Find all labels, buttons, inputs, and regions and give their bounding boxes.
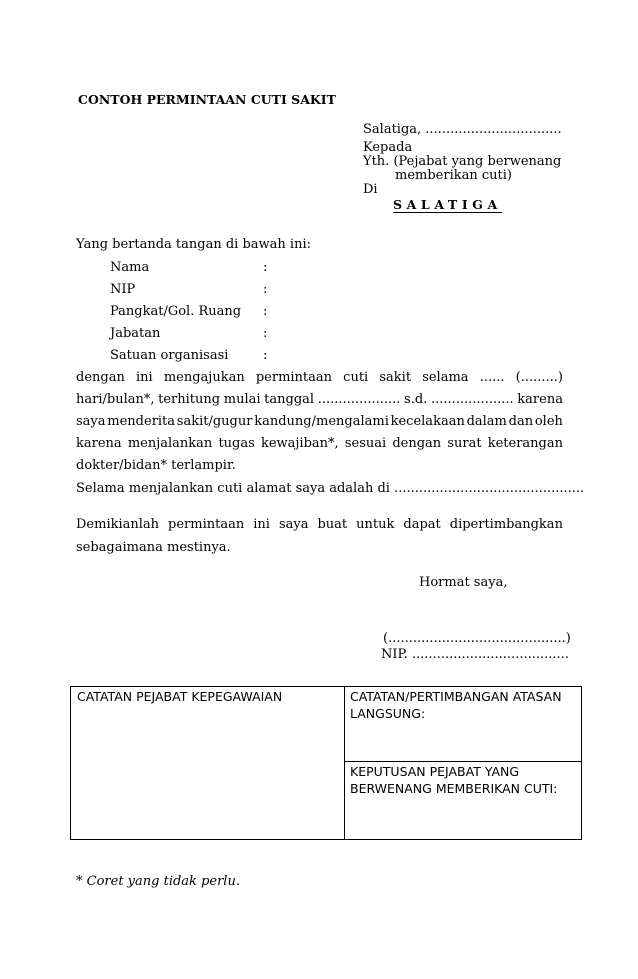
word: permintaan [255, 370, 333, 385]
word: menjalankan [127, 436, 213, 451]
signature-nip-line: NIP. ...................................... [381, 647, 569, 662]
place-date-line: Salatiga, ................................. [363, 122, 562, 137]
word: mulai [223, 392, 261, 407]
closing-line-1 [76, 516, 563, 534]
word: karena [517, 392, 563, 407]
body-line-3 [76, 413, 563, 431]
word: saya [278, 517, 309, 532]
word: sesuai [344, 436, 387, 451]
table-divider-vertical [344, 687, 345, 839]
word: s.d. [404, 392, 428, 407]
word: tugas [218, 436, 255, 451]
word: buat [317, 517, 348, 532]
word: dengan [392, 436, 442, 451]
word: (.........) [515, 370, 563, 385]
word: saya [76, 414, 106, 429]
body-line-6: Selama menjalankan cuti alamat saya adalah di .............................................. [76, 481, 585, 496]
word: menderita [107, 414, 176, 429]
intro-text: Yang bertanda tangan di bawah ini: [76, 237, 311, 252]
field-label-nip: NIP [110, 282, 136, 297]
word: sakit/gugur [176, 414, 253, 429]
closing-line-2: sebagaimana mestinya. [76, 540, 231, 555]
body-line-1 [76, 369, 563, 387]
notes-table [70, 686, 582, 840]
footnote-asterisk: * [76, 874, 83, 889]
word: ...... [479, 370, 505, 385]
field-colon: : [263, 304, 268, 319]
word: permintaan [168, 517, 245, 532]
body-line-5: dokter/bidan* terlampir. [76, 458, 236, 473]
footnote-text: Coret yang tidak perlu. [86, 874, 240, 889]
addressee-city: SALATIGA [393, 197, 502, 212]
word: oleh [534, 414, 563, 429]
word: ini [135, 370, 153, 385]
signature-name-line: (...........................................) [383, 631, 571, 646]
word: kecelakaan [390, 414, 465, 429]
document-title: CONTOH PERMINTAAN CUTI SAKIT [78, 92, 336, 107]
word: sakit [379, 370, 412, 385]
word: mengajukan [163, 370, 245, 385]
word: keterangan [487, 436, 563, 451]
word: ini [253, 517, 270, 532]
body-line-4 [76, 435, 563, 453]
word: cuti [343, 370, 369, 385]
body-line-2 [76, 391, 563, 409]
field-label-satuan: Satuan organisasi [110, 348, 229, 363]
field-colon: : [263, 348, 268, 363]
word: kandung/mengalami [254, 414, 389, 429]
word: kewajiban*, [260, 436, 339, 451]
word: dan [508, 414, 534, 429]
cell-catatan-atasan: CATATAN/PERTIMBANGAN ATASAN LANGSUNG: [350, 689, 562, 721]
footnote [76, 873, 240, 891]
word: dalam [466, 414, 507, 429]
signature-regards: Hormat saya, [419, 575, 508, 590]
addressee-di: Di [363, 182, 378, 197]
addressee-kepada: Kepada [363, 140, 413, 155]
word: hari/bulan*, [76, 392, 155, 407]
field-label-jabatan: Jabatan [110, 326, 161, 341]
word: untuk [356, 517, 395, 532]
field-label-nama: Nama [110, 260, 150, 275]
addressee-yth-line2: memberikan cuti) [395, 168, 512, 183]
word: karena [76, 436, 122, 451]
field-colon: : [263, 260, 268, 275]
table-divider-horizontal [344, 761, 581, 762]
word: .................... [430, 392, 514, 407]
field-label-pangkat: Pangkat/Gol. Ruang [110, 304, 242, 319]
word: surat [447, 436, 482, 451]
cell-catatan-kepegawaian: CATATAN PEJABAT KEPEGAWAIAN [77, 689, 283, 704]
word: dapat [403, 517, 441, 532]
word: dengan [76, 370, 125, 385]
field-colon: : [263, 326, 268, 341]
field-colon: : [263, 282, 268, 297]
addressee-yth-line1: Yth. (Pejabat yang berwenang [363, 154, 562, 169]
word: tanggal [264, 392, 315, 407]
word: selama [422, 370, 469, 385]
word: Demikianlah [76, 517, 160, 532]
word: dipertimbangkan [449, 517, 563, 532]
word: terhitung [158, 392, 221, 407]
word: .................... [317, 392, 401, 407]
cell-keputusan-pejabat: KEPUTUSAN PEJABAT YANG BERWENANG MEMBERIKAN CUTI: [350, 764, 558, 796]
